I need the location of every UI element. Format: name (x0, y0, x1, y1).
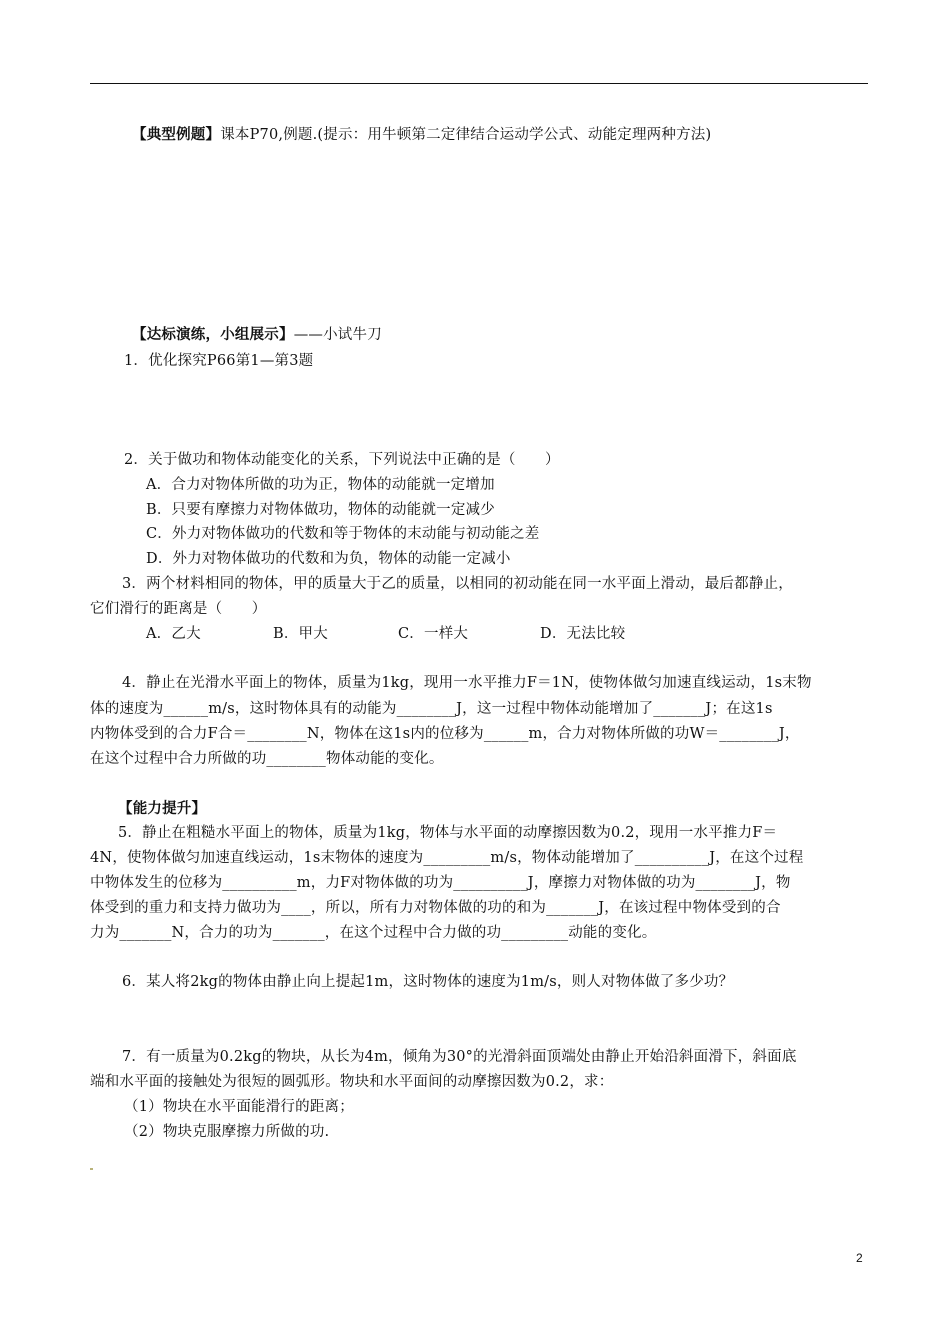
question-3-option-a: A．乙大 (146, 626, 201, 642)
question-1: 1．优化探究P66第1—第3题 (124, 353, 314, 369)
practice-heading-line (132, 326, 382, 344)
question-5-line1: 5．静止在粗糙水平面上的物体，质量为1kg，物体与水平面的动摩擦因数为0.2，现用一水平推力F＝ (118, 825, 778, 841)
example-line (132, 126, 711, 144)
question-5-line3: 中物体发生的位移为__________m，力F对物体做的功为__________J，摩擦力对物体做的功为________J，物 (90, 875, 791, 891)
question-5-line2: 4N，使物体做匀加速直线运动，1s末物体的速度为_________m/s，物体动能增加了__________J，在这个过程 (90, 850, 804, 866)
page-number: 2 (856, 1251, 863, 1265)
header-rule (90, 83, 868, 84)
practice-heading: 【达标演练，小组展示】 (132, 326, 294, 343)
question-2-option-c: C．外力对物体做功的代数和等于物体的末动能与初动能之差 (146, 526, 540, 542)
example-heading: 【典型例题】 (132, 126, 221, 143)
question-4-line2: 体的速度为______m/s，这时物体具有的动能为________J，这一过程中物体动能增加了_______J；在这1s (90, 701, 773, 717)
question-3-option-b: B．甲大 (273, 626, 328, 642)
question-3-line2: 它们滑行的距离是（ ） (90, 601, 267, 617)
question-3-line1: 3．两个材料相同的物体，甲的质量大于乙的质量，以相同的初动能在同一水平面上滑动，最后都静止， (122, 576, 793, 592)
question-3-option-c: C．一样大 (398, 626, 469, 642)
question-7-sub2: （2）物块克服摩擦力所做的功. (124, 1124, 330, 1140)
question-6: 6．某人将2kg的物体由静止向上提起1m，这时物体的速度为1m/s，则人对物体做了多少功？ (122, 974, 734, 990)
question-7-sub1: （1）物块在水平面能滑行的距离； (124, 1099, 354, 1115)
question-4-line4: 在这个过程中合力所做的功________物体动能的变化。 (90, 751, 444, 767)
question-5-line5: 力为_______N，合力的功为_______，在这个过程中合力做的功_________动能的变化。 (90, 925, 657, 941)
question-2-option-b: B．只要有摩擦力对物体做功，物体的动能就一定减少 (146, 502, 495, 518)
advance-heading: 【能力提升】 (118, 800, 207, 817)
question-2-option-a: A．合力对物体所做的功为正，物体的动能就一定增加 (146, 477, 495, 493)
question-7-line1: 7．有一质量为0.2kg的物块，从长为4m，倾角为30°的光滑斜面顶端处由静止开始沿斜面滑下，斜面底 (122, 1049, 797, 1065)
question-2-stem: 2．关于做功和物体动能变化的关系，下列说法中正确的是（ ） (124, 452, 560, 468)
question-5-line4: 体受到的重力和支持力做功为____，所以，所有力对物体做的功的和为_______J，在该过程中物体受到的合 (90, 900, 781, 916)
question-4-line3: 内物体受到的合力F合＝________N，物体在这1s内的位移为______m，合力对物体所做的功W＝________J， (90, 726, 800, 742)
question-2-option-d: D．外力对物体做功的代数和为负，物体的动能一定减小 (146, 551, 511, 567)
example-text: 课本P70,例题.(提示：用牛顿第二定律结合运动学公式、动能定理两种方法) (220, 127, 712, 143)
stray-mark (90, 1168, 93, 1170)
practice-heading-tail: ——小试牛刀 (293, 327, 382, 343)
question-4-line1: 4．静止在光滑水平面上的物体，质量为1kg，现用一水平推力F＝1N，使物体做匀加速直线运动，1s末物 (122, 675, 812, 691)
question-7-line2: 端和水平面的接触处为很短的圆弧形。物块和水平面间的动摩擦因数为0.2，求： (90, 1074, 614, 1090)
question-3-option-d: D．无法比较 (540, 626, 626, 642)
